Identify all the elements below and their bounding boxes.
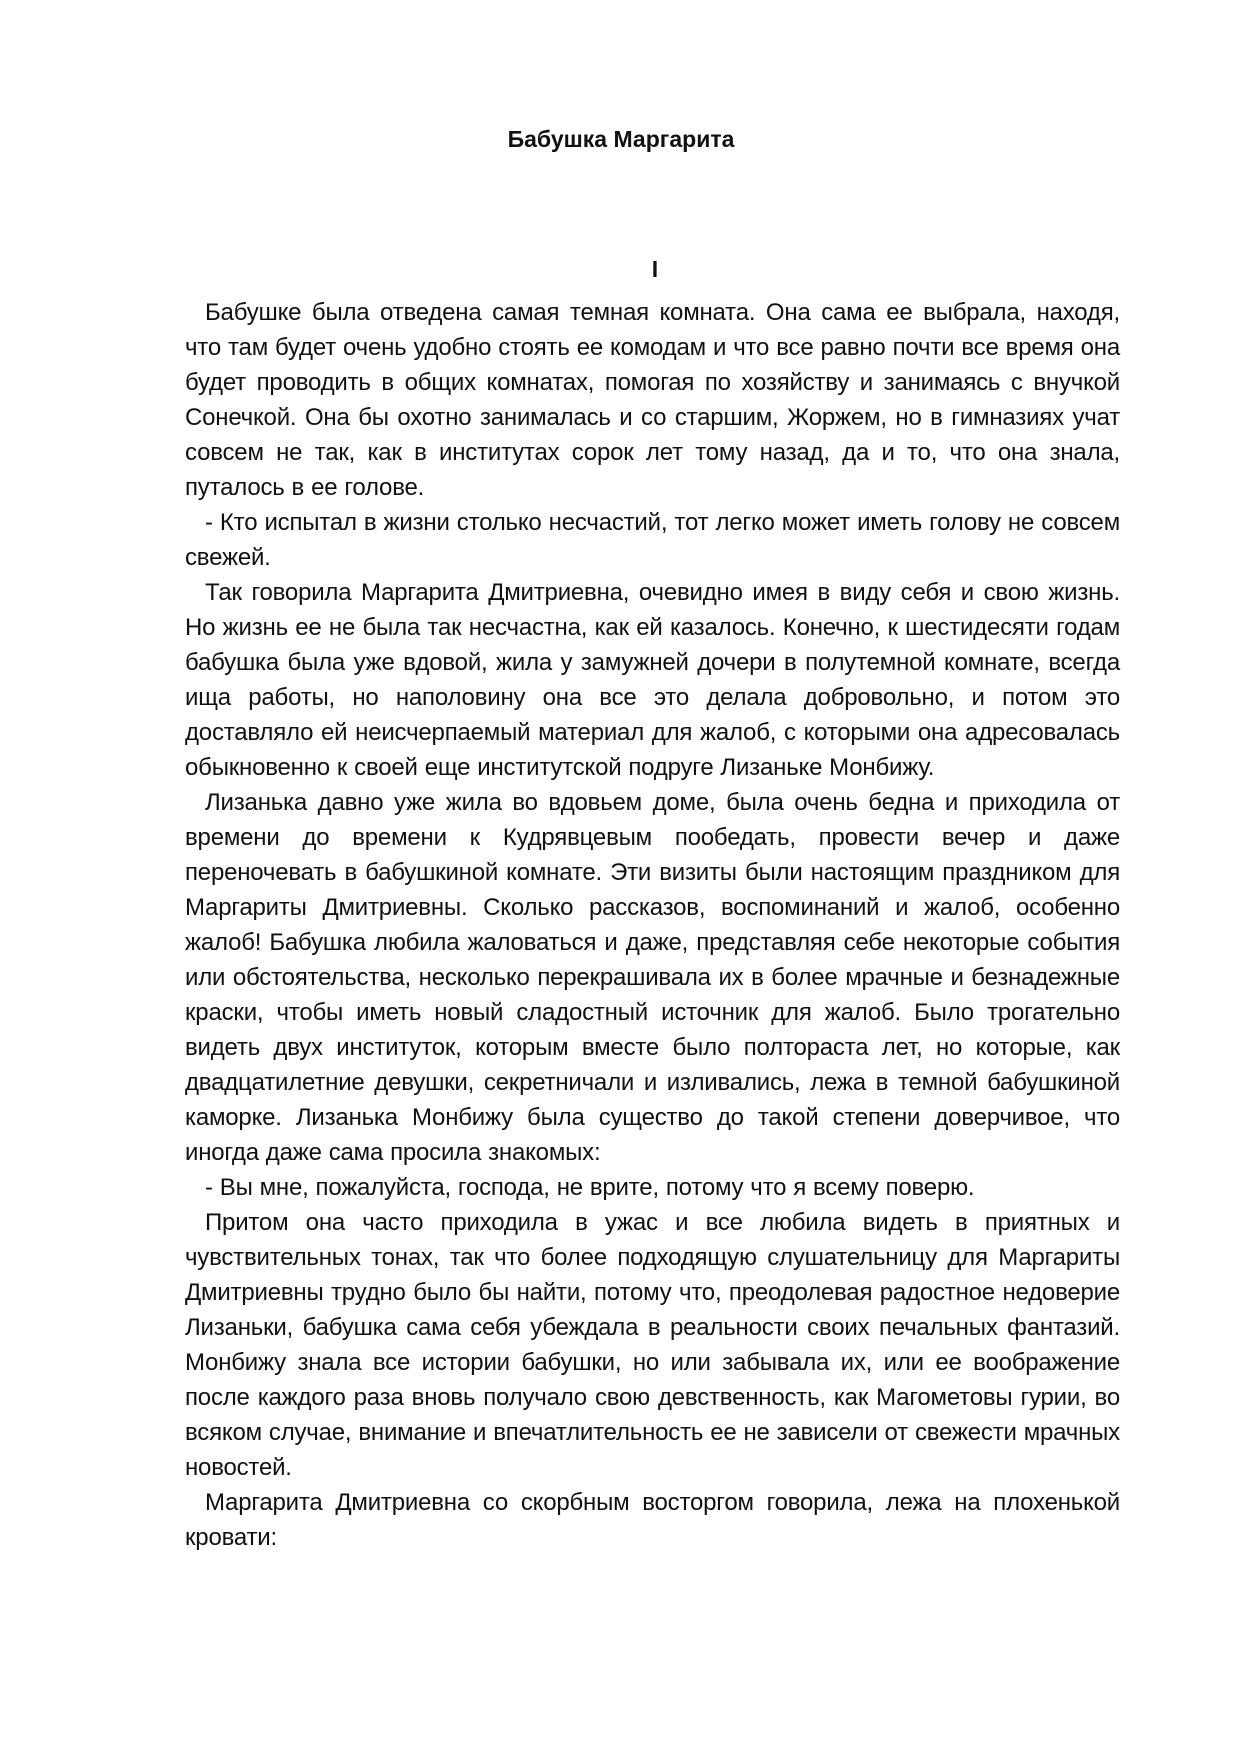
paragraph: Лизанька давно уже жила во вдовьем доме, была очень бедна и приходила от времени до времени к Кудрявцевым пообедать, провести вечер и даже переночевать в бабушкиной комнате. Эти визиты были настоящим праздником для Маргариты Дмитриевны. Сколько рассказов, воспоминаний и жалоб, особенно жалоб! Бабушка любила жаловаться и даже, представляя себе некоторые события или обстоятельства, несколько перекрашивала их в более мрачные и безнадежные краски, чтобы иметь новый сладостный источник для жалоб. Было трогательно видеть двух институток, которым вместе было полтораста лет, но которые, как двадцатилетние девушки, секретничали и изливались, лежа в темной бабушкиной каморке. Лизанька Монбижу была существо до такой степени доверчивое, что иногда даже сама просила знакомых: (185, 789, 1120, 1166)
paragraph: Бабушке была отведена самая темная комната. Она сама ее выбрала, находя, что там будет очень удобно стоять ее комодам и что все равно почти все время она будет проводить в общих комнатах, помогая по хозяйству и занимаясь с внучкой Сонечкой. Она бы охотно занималась и со старшим, Жоржем, но в гимназиях учат совсем не так, как в институтах сорок лет тому назад, да и то, что она знала, путалось в ее голове. (185, 299, 1120, 501)
paragraph: Так говорила Маргарита Дмитриевна, очевидно имея в виду себя и свою жизнь. Но жизнь ее не была так несчастна, как ей казалось. Конечно, к шестидесяти годам бабушка была уже вдовой, жила у замужней дочери в полутемной комнате, всегда ища работы, но наполовину она все это делала добровольно, и потом это доставляло ей неисчерпаемый материал для жалоб, с которыми она адресовалась обыкновенно к своей еще институтской подруге Лизаньке Монбижу. (185, 579, 1120, 781)
chapter-number: I (651, 256, 659, 282)
dialogue-line: - Кто испытал в жизни столько несчастий, тот легко может иметь голову не совсем свежей. (185, 509, 1120, 571)
dialogue-line: - Вы мне, пожалуйста, господа, не врите, потому что я всему поверю. (205, 1174, 975, 1201)
body-text (185, 295, 1120, 1555)
paragraph: Маргарита Дмитриевна со скорбным восторгом говорила, лежа на плохенькой кровати: (185, 1489, 1120, 1551)
document-title: Бабушка Маргарита (507, 126, 735, 152)
paragraph: Притом она часто приходила в ужас и все любила видеть в приятных и чувствительных тонах, так что более подходящую слушательницу для Маргариты Дмитриевны трудно было бы найти, потому что, преодолевая радостное недоверие Лизаньки, бабушка сама себя убеждала в реальности своих печальных фантазий. Монбижу знала все истории бабушки, но или забывала их, или ее воображение после каждого раза вновь получало свою девственность, как Магометовы гурии, во всяком случае, внимание и впечатлительность ее не зависели от свежести мрачных новостей. (185, 1209, 1120, 1481)
